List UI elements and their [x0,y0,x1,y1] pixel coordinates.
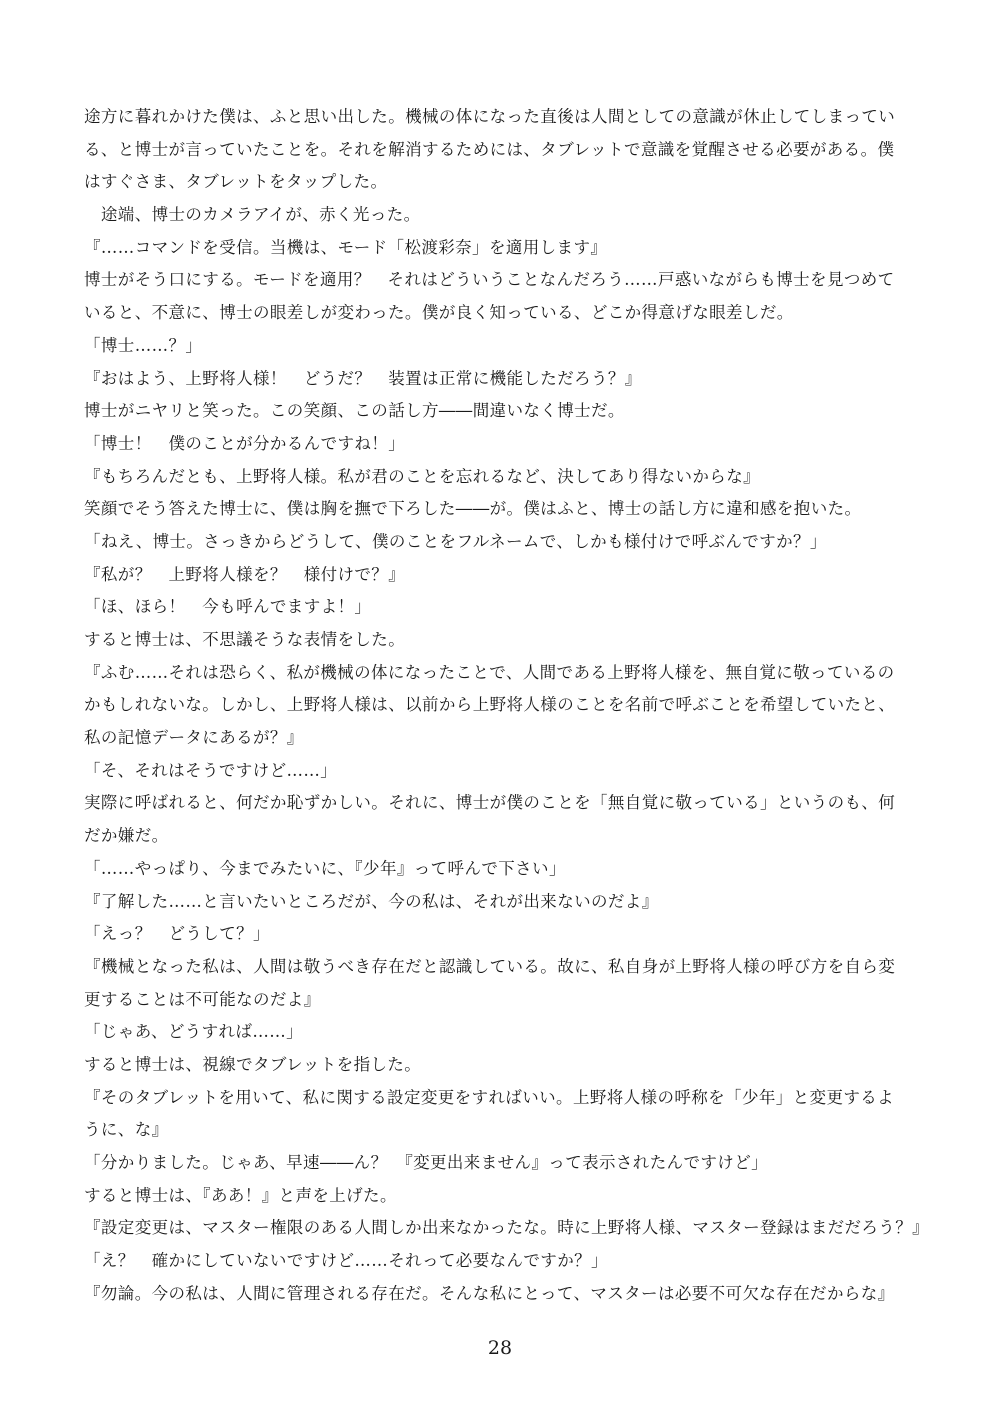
text-line: 『もちろんだとも、上野将人様。私が君のことを忘れるなど、決してあり得ないからな』 [84,466,760,486]
text-line: 「じゃあ、どうすれば……」 [84,1022,304,1042]
text-line: 「博士……？」 [84,335,203,355]
text-line: 「えっ？ どうして？」 [84,924,270,944]
text-line: 『設定変更は、マスター権限のある人間しか出来なかったな。時に上野将人様、マスター登録はまだだろう？』 [84,1218,929,1238]
text-line: だか嫌だ。 [84,826,169,846]
text-line: 『了解した……と言いたいところだが、今の私は、それが出来ないのだよ』 [84,891,659,911]
text-line: うに、な』 [84,1120,169,1140]
text-line: 『ふむ……それは恐らく、私が機械の体になったことで、人間である上野将人様を、無自覚に敬っているの [84,662,895,682]
text-line: 『おはよう、上野将人様！ どうだ？ 装置は正常に機能しただろう？』 [84,368,642,388]
text-line: 「ほ、ほら！ 今も呼んでますよ！」 [84,597,372,617]
text-line: 『……コマンドを受信。当機は、モード「松渡彩奈」を適用します』 [84,237,608,257]
text-line: すると博士は、視線でタブレットを指した。 [84,1054,422,1074]
text-line: 「博士！ 僕のことが分かるんですね！」 [84,433,406,453]
text-line: 「ねえ、博士。さっきからどうして、僕のことをフルネームで、しかも様付けで呼ぶんですか？」 [84,531,827,551]
text-line: る、と博士が言っていたことを。それを解消するためには、タブレットで意識を覚醒させる必要がある。僕 [84,139,895,159]
text-line: 私の記憶データにあるが？』 [84,728,304,748]
text-line: 「そ、それはそうですけど……」 [84,760,338,780]
page-number: 28 [487,1337,513,1359]
text-line: 実際に呼ばれると、何だか恥ずかしい。それに、博士が僕のことを「無自覚に敬っている」というのも、何 [84,793,896,813]
text-line: 「え？ 確かにしていないですけど……それって必要なんですか？」 [84,1251,608,1271]
text-line: 「分かりました。じゃあ、早速――ん？ 『変更出来ません』って表示されたんですけど」 [84,1153,768,1172]
body-text [84,101,929,1310]
text-line: 「……やっぱり、今までみたいに、『少年』って呼んで下さい」 [84,858,566,878]
text-line: 博士がそう口にする。モードを適用？ それはどういうことなんだろう……戸惑いながらも博士を見つめて [84,270,895,290]
text-line: 『機械となった私は、人間は敬うべき存在だと認識している。故に、私自身が上野将人様の呼び方を自ら変 [84,956,896,976]
text-line: いると、不意に、博士の眼差しが変わった。僕が良く知っている、どこか得意げな眼差しだ。 [84,303,794,323]
text-line: 『私が？ 上野将人様を？ 様付けで？』 [84,564,406,584]
text-line: はすぐさま、タブレットをタップした。 [84,172,388,192]
text-line: 途方に暮れかけた僕は、ふと思い出した。機械の体になった直後は人間としての意識が休止してしまってい [84,107,896,126]
text-line: かもしれないな。しかし、上野将人様は、以前から上野将人様のことを名前で呼ぶことを希望していたと、 [84,695,896,715]
text-line: 『勿論。今の私は、人間に管理される存在だ。そんな私にとって、マスターは必要不可欠な存在だからな』 [84,1283,895,1303]
text-line: 笑顔でそう答えた博士に、僕は胸を撫で下ろした――が。僕はふと、博士の話し方に違和感を抱いた。 [84,499,862,519]
text-line: すると博士は、不思議そうな表情をした。 [84,630,406,649]
text-line: 博士がニヤリと笑った。この笑顔、この話し方――間違いなく博士だ。 [84,401,625,421]
text-line: すると博士は、『ああ！』と声を上げた。 [84,1185,397,1205]
text-line: 更することは不可能なのだよ』 [84,989,321,1009]
text-line: 『そのタブレットを用いて、私に関する設定変更をすればいい。上野将人様の呼称を「少年」と変更するよ [84,1087,895,1107]
text-line: 途端、博士のカメラアイが、赤く光った。 [84,205,421,225]
